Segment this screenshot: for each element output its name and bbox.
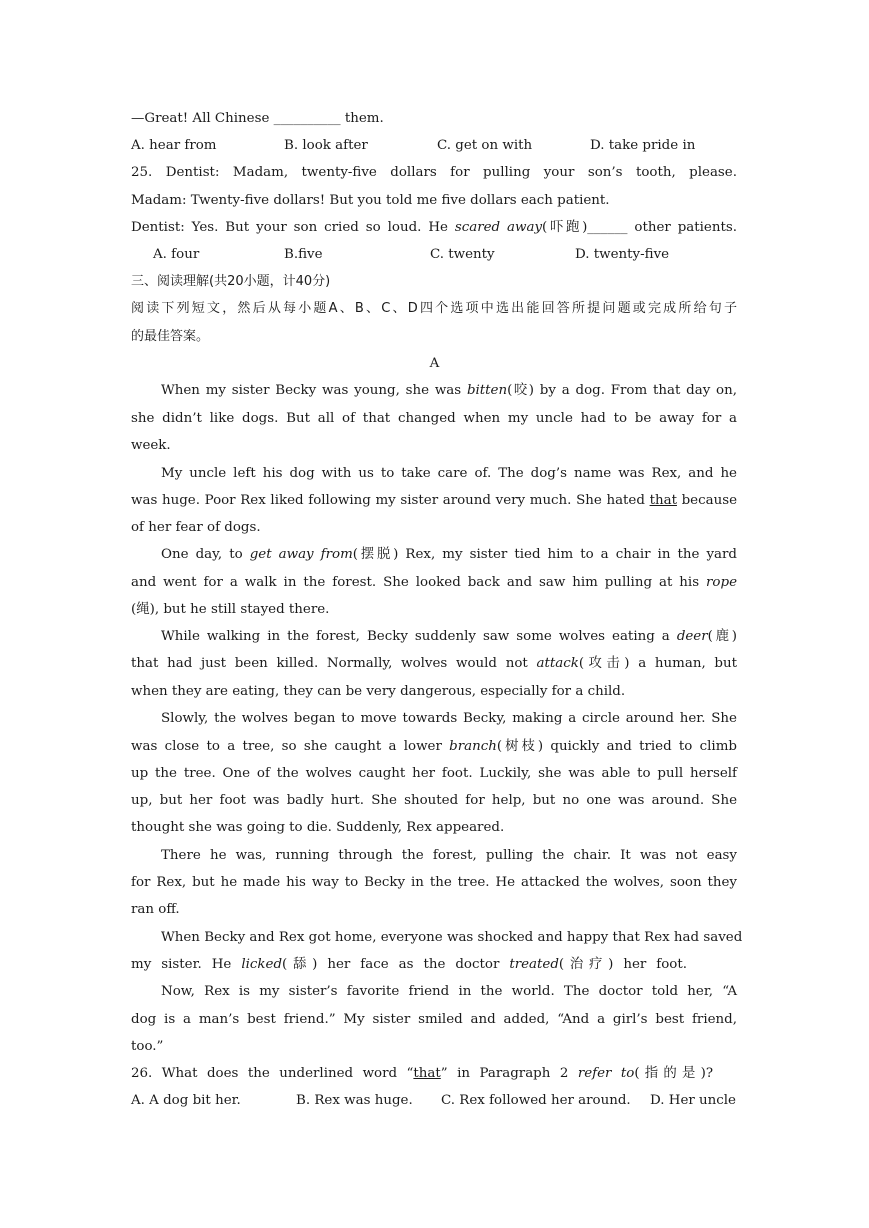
q24-option-d: D. take pride in: [590, 138, 696, 153]
q25-option-a: A. four: [153, 247, 200, 262]
p2-line-3: of her fear of dogs.: [131, 520, 261, 535]
p6-line-3: ran off.: [131, 902, 180, 917]
q25-line-2: Madam: Twenty-five dollars! But you told me five dollars each patient.: [131, 193, 610, 208]
p7-line-2: my sister. He licked(舔) her face as the doctor treated(治疗) her foot.: [131, 957, 687, 972]
q25-line-3: Dentist: Yes. But your son cried so loud. He scared away(吓跑)______ other patients.: [131, 220, 737, 235]
p3-line-3: (绳), but he still stayed there.: [131, 602, 330, 617]
q26-option-b: B. Rex was huge.: [296, 1093, 413, 1108]
p2-line-1: My uncle left his dog with us to take care of. The dog’s name was Rex, and he: [161, 466, 737, 481]
q26-option-d: D. Her uncle: [650, 1093, 736, 1108]
q25-option-c: C. twenty: [430, 247, 495, 262]
section-instructions-1: 阅读下列短文，然后从每小题A、B、C、D四个选项中选出能回答所提问题或完成所给句子: [131, 301, 737, 316]
p5-line-4: up, but her foot was badly hurt. She shouted for help, but no one was around. She: [131, 793, 737, 808]
q24-option-c: C. get on with: [437, 138, 533, 153]
p4-line-3: when they are eating, they can be very dangerous, especially for a child.: [131, 684, 626, 699]
q25-option-d: D. twenty-five: [575, 247, 670, 262]
p2-line-2: was huge. Poor Rex liked following my sister around very much. She hated that because: [131, 493, 737, 508]
p8-line-1: Now, Rex is my sister’s favorite friend in the world. The doctor told her, “A: [161, 984, 737, 999]
p1-line-3: week.: [131, 438, 171, 453]
p4-line-2: that had just been killed. Normally, wolves would not attack(攻击) a human, but: [131, 656, 737, 671]
underlined-word-that: that: [649, 493, 677, 508]
p5-line-3: up the tree. One of the wolves caught her foot. Luckily, she was able to pull herself: [131, 766, 737, 781]
p6-line-1: There he was, running through the forest, pulling the chair. It was not easy: [161, 848, 737, 863]
p3-line-2: and went for a walk in the forest. She looked back and saw him pulling at his rope: [131, 575, 737, 590]
q26-option-c: C. Rex followed her around.: [441, 1093, 631, 1108]
q26-option-a: A. A dog bit her.: [131, 1093, 241, 1108]
q25-line-1: 25. Dentist: Madam, twenty-five dollars for pulling your son’s tooth, please.: [131, 165, 737, 180]
p8-line-2: dog is a man’s best friend.” My sister smiled and added, “And a girl’s best friend,: [131, 1012, 737, 1027]
p5-line-2: was close to a tree, so she caught a lower branch(树枝) quickly and tried to climb: [131, 739, 737, 754]
q24-option-b: B. look after: [284, 138, 368, 153]
p8-line-3: too.”: [131, 1039, 164, 1054]
section-instructions-2: 的最佳答案。: [131, 329, 210, 344]
q25-option-b: B.five: [284, 247, 323, 262]
p6-line-2: for Rex, but he made his way to Becky in the tree. He attacked the wolves, soon they: [131, 875, 737, 890]
p1-line-2: she didn’t like dogs. But all of that changed when my uncle had to be away for a: [131, 411, 737, 426]
p7-line-1: When Becky and Rex got home, everyone was shocked and happy that Rex had saved: [161, 930, 743, 945]
q24-option-a: A. hear from: [131, 138, 217, 153]
p3-line-1: One day, to get away from(摆脱) Rex, my sister tied him to a chair in the yard: [161, 547, 737, 562]
p1-line-1: When my sister Becky was young, she was bitten(咬) by a dog. From that day on,: [161, 383, 737, 398]
q26-stem: 26. What does the underlined word “that” in Paragraph 2 refer to(指的是)?: [131, 1066, 714, 1081]
passage-label: A: [429, 356, 440, 371]
section-title: 三、阅读理解(共20小题，计40分): [131, 274, 331, 289]
q24-stem: —Great! All Chinese __________ them.: [131, 111, 384, 126]
p5-line-5: thought she was going to die. Suddenly, Rex appeared.: [131, 820, 505, 835]
p5-line-1: Slowly, the wolves began to move towards Becky, making a circle around her. She: [161, 711, 737, 726]
p4-line-1: While walking in the forest, Becky suddenly saw some wolves eating a deer(鹿): [161, 629, 737, 644]
